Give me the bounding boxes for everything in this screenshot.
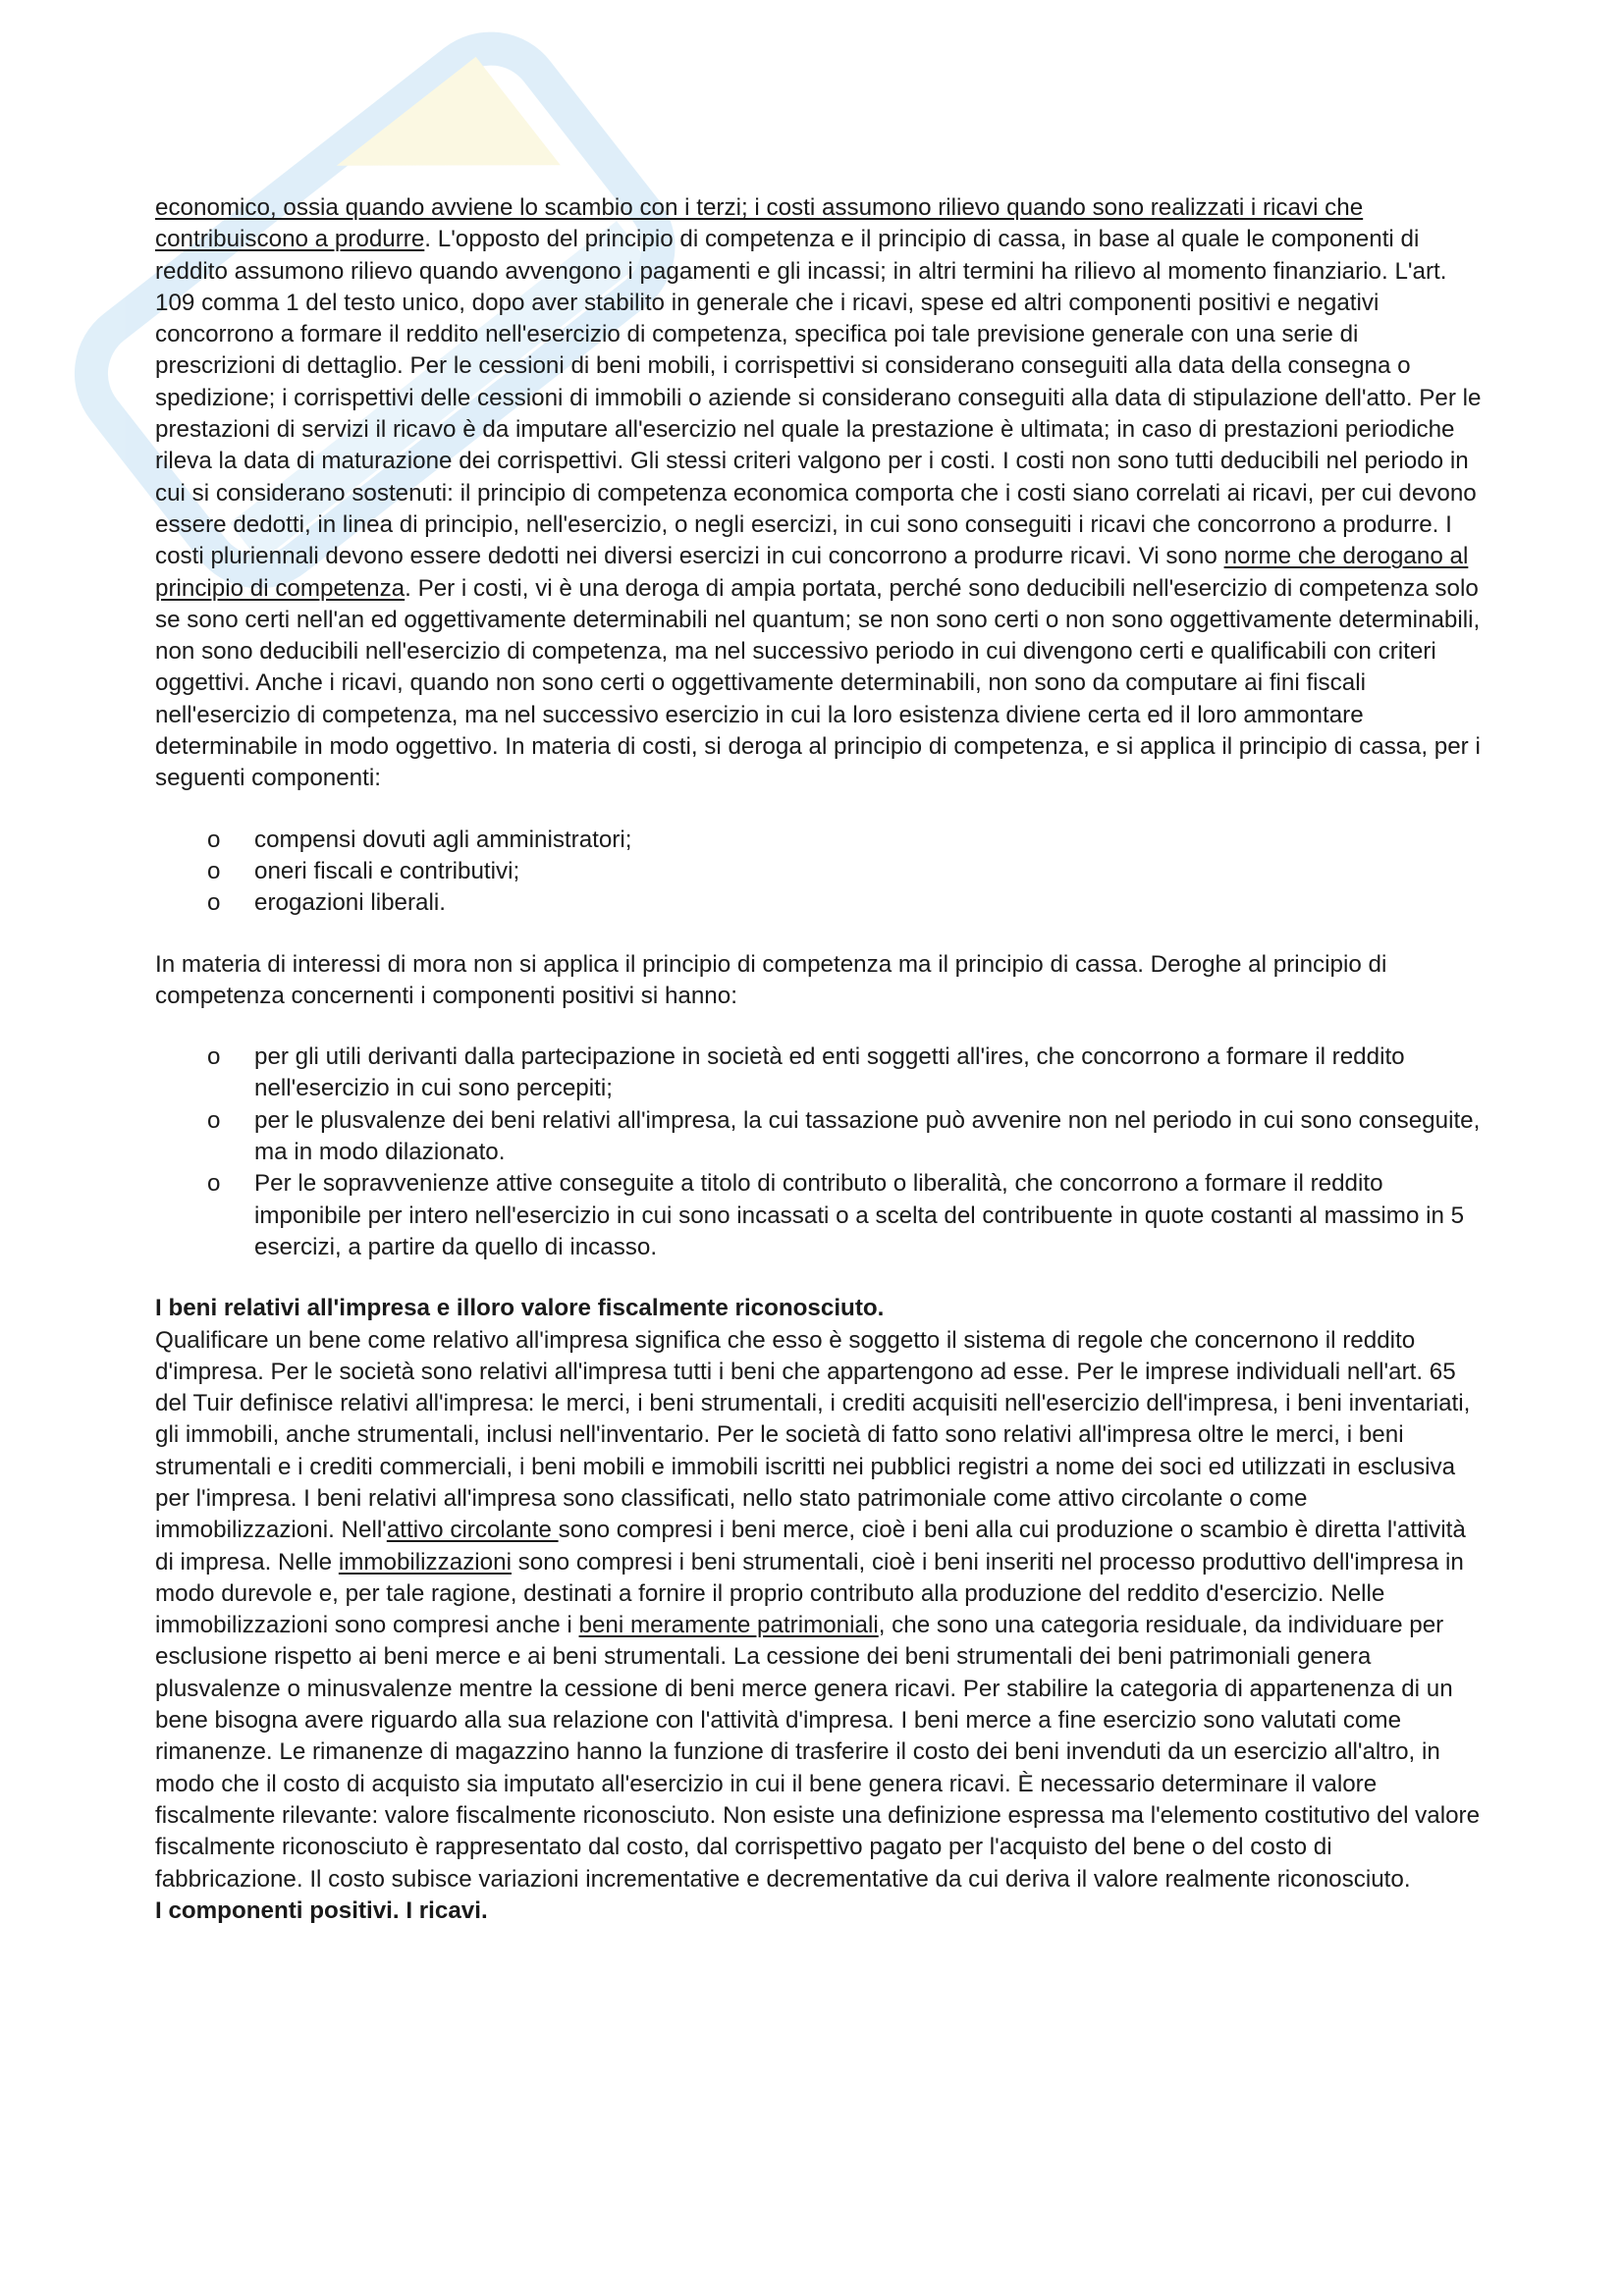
list-item-text: compensi dovuti agli amministratori; bbox=[254, 826, 632, 853]
text-run: Qualificare un bene come relativo all'impresa significa che esso è soggetto il sistema di regole che concernono il reddito d'impresa. Per le società sono relativi all'impresa tutti i beni che appartengono ad esse. Per le imprese individuali nell'art. 65 del Tuir definisce relativi all'impresa: le merci, i beni strumentali, i crediti acquisiti nell'esercizio dell'impresa, i beni inventariati, gli immobili, anche strumentali, inclusi nell'inventario. Per le società di fatto sono relativi all'impresa oltre le merci, i beni strumentali e i crediti commerciali, i beni mobili e immobili iscritti nei pubblici registri a nome dei soci ed utilizzati in esclusiva per l'impresa. I beni relativi all'impresa sono classificati, nello stato patrimoniale come attivo circolante o come immobilizzazioni. Nell' bbox=[155, 1326, 1471, 1544]
list-item bbox=[155, 856, 1483, 887]
bullet-marker: o bbox=[207, 1043, 221, 1071]
bullet-marker: o bbox=[207, 1106, 221, 1134]
underlined-phrase-attivo: attivo circolante bbox=[386, 1517, 559, 1544]
list-item-text: per gli utili derivanti dalla partecipazione in società ed enti soggetti all'ires, che concorrono a formare il reddito nell'esercizio in cui sono percepiti; bbox=[254, 1043, 1405, 1102]
underlined-phrase-scambio: economico, ossia quando avviene lo scambio con i terzi; i costi assumono rilievo quando sono realizzati i ricavi che contribuiscono a produrre bbox=[155, 194, 1364, 253]
section-heading-ricavi: I componenti positivi. I ricavi. bbox=[155, 1896, 488, 1924]
text-run: sono compresi i beni merce, cioè i beni alla cui produzione o scambio è diretta l'attività di impresa. Nelle bbox=[155, 1517, 1466, 1575]
underlined-phrase-immobilizzazioni: immobilizzazioni bbox=[338, 1548, 512, 1575]
bullet-marker: o bbox=[207, 857, 221, 884]
list-item-text: per le plusvalenze dei beni relativi all'impresa, la cui tassazione può avvenire non nel periodo in cui sono conseguite, ma in modo dilazionato. bbox=[254, 1106, 1481, 1166]
list-item bbox=[155, 825, 1483, 856]
list-item bbox=[155, 887, 1483, 919]
document-page bbox=[155, 192, 1483, 1927]
text-run: sono compresi i beni strumentali, cioè i beni inseriti nel processo produttivo dell'impresa in modo durevole e, per tale ragione, destinati a fornire il proprio contributo alla produzione del reddito d'esercizio. Nelle immobilizzazioni sono compresi anche i bbox=[155, 1548, 1464, 1639]
paragraph-beni-impresa bbox=[155, 1325, 1483, 1896]
underlined-phrase-patrimoniali: beni meramente patrimoniali bbox=[578, 1612, 879, 1639]
text-run: , che sono una categoria residuale, da individuare per esclusione rispetto ai beni merce e ai beni strumentali. La cessione dei beni strumentali dei beni patrimoniali genera plusvalenze o minusvalenze mentre la cessione di beni merce genera ricavi. Per stabilire la categoria di appartenenza di un bene bisogna avere riguardo alla sua relazione con l'attività d'impresa. I beni merce a fine esercizio sono valutati come rimanenze. Le rimanenze di magazzino hanno la funzione di trasferire il costo dei beni invenduti da un esercizio all'altro, in modo che il costo di acquisto sia imputato all'esercizio in cui il bene genera ricavi. È necessario determinare il valore fiscalmente rilevante: valore fiscalmente riconosciuto. Non esiste una definizione espressa ma l'elemento costitutivo del valore fiscalmente riconosciuto è rappresentato dal costo, dal corrispettivo pagato per l'acquisto del bene o del costo di fabbricazione. Il costo subisce variazioni incrementative e decrementative da cui deriva il valore realmente riconosciuto. bbox=[155, 1612, 1481, 1893]
list-item-text: erogazioni liberali. bbox=[254, 889, 446, 917]
bullet-marker: o bbox=[207, 826, 221, 853]
paragraph-interessi-mora: In materia di interessi di mora non si applica il principio di competenza ma il principio di cassa. Deroghe al principio di competenza concernenti i componenti positivi si hanno: bbox=[155, 950, 1387, 1009]
underlined-phrase-norme: norme che derogano al principio di competenza bbox=[155, 543, 1469, 602]
list-item bbox=[155, 1168, 1483, 1263]
bullet-marker: o bbox=[207, 889, 221, 917]
list-item-text: Per le sopravvenienze attive conseguite a titolo di contributo o liberalità, che concorrono a formare il reddito imponibile per intero nell'esercizio in cui sono incassati o a scelta del contribuente in quote costanti al massimo in 5 esercizi, a partire da quello di incasso. bbox=[254, 1170, 1465, 1260]
list-item bbox=[155, 1105, 1483, 1169]
section-heading-beni: I beni relativi all'impresa e illoro valore fiscalmente riconosciuto. bbox=[155, 1295, 885, 1322]
text-run: . L'opposto del principio di competenza e il principio di cassa, in base al quale le componenti di reddito assumono rilievo quando avvengono i pagamenti e gli incassi; in altri termini ha rilievo al momento finanziario. L'art. 109 comma 1 del testo unico, dopo aver stabilito in generale che i ricavi, spese ed altri componenti positivi e negativi concorrono a formare il reddito nell'esercizio di competenza, specifica poi tale previsione generale con una serie di prescrizioni di dettaglio. Per le cessioni di beni mobili, i corrispettivi si considerano conseguiti alla data della consegna o spedizione; i corrispettivi delle cessioni di immobili o aziende si considerano conseguiti alla data di stipulazione dell'atto. Per le prestazioni di servizi il ricavo è da imputare all'esercizio nel quale la prestazione è ultimata; in caso di prestazioni periodiche rileva la data di maturazione dei corrispettivi. Gli stessi criteri valgono per i costi. I costi non sono tutti deducibili nel periodo in cui si considerano sostenuti: il principio di competenza economica comporta che i costi siano correlati ai ricavi, per cui devono essere dedotti, in linea di principio, nell'esercizio, o negli esercizi, in cui sono conseguiti i ricavi che concorrono a produrre. I costi pluriennali devono essere dedotti nei diversi esercizi in cui concorrono a produrre ricavi. Vi sono bbox=[155, 226, 1482, 570]
list-item-text: oneri fiscali e contributivi; bbox=[254, 857, 520, 884]
bullet-marker: o bbox=[207, 1170, 221, 1198]
list-cassa-costi bbox=[155, 825, 1483, 920]
list-componenti-positivi bbox=[155, 1041, 1483, 1263]
paragraph-competenza bbox=[155, 192, 1483, 795]
list-item bbox=[155, 1041, 1483, 1105]
text-run: . Per i costi, vi è una deroga di ampia portata, perché sono deducibili nell'esercizio di competenza solo se sono certi nell'an ed oggettivamente determinabili nel quantum; se non sono certi o non sono oggettivamente determinabili, non sono deducibili nell'esercizio di competenza, ma nel successivo periodo in cui divengono certi e qualificabili con criteri oggettivi. Anche i ricavi, quando non sono certi o oggettivamente determinabili, non sono da computare ai fini fiscali nell'esercizio di competenza, ma nel successivo esercizio in cui la loro esistenza diviene certa ed il loro ammontare determinabile in modo oggettivo. In materia di costi, si deroga al principio di competenza, e si applica il principio di cassa, per i seguenti componenti: bbox=[155, 574, 1481, 792]
